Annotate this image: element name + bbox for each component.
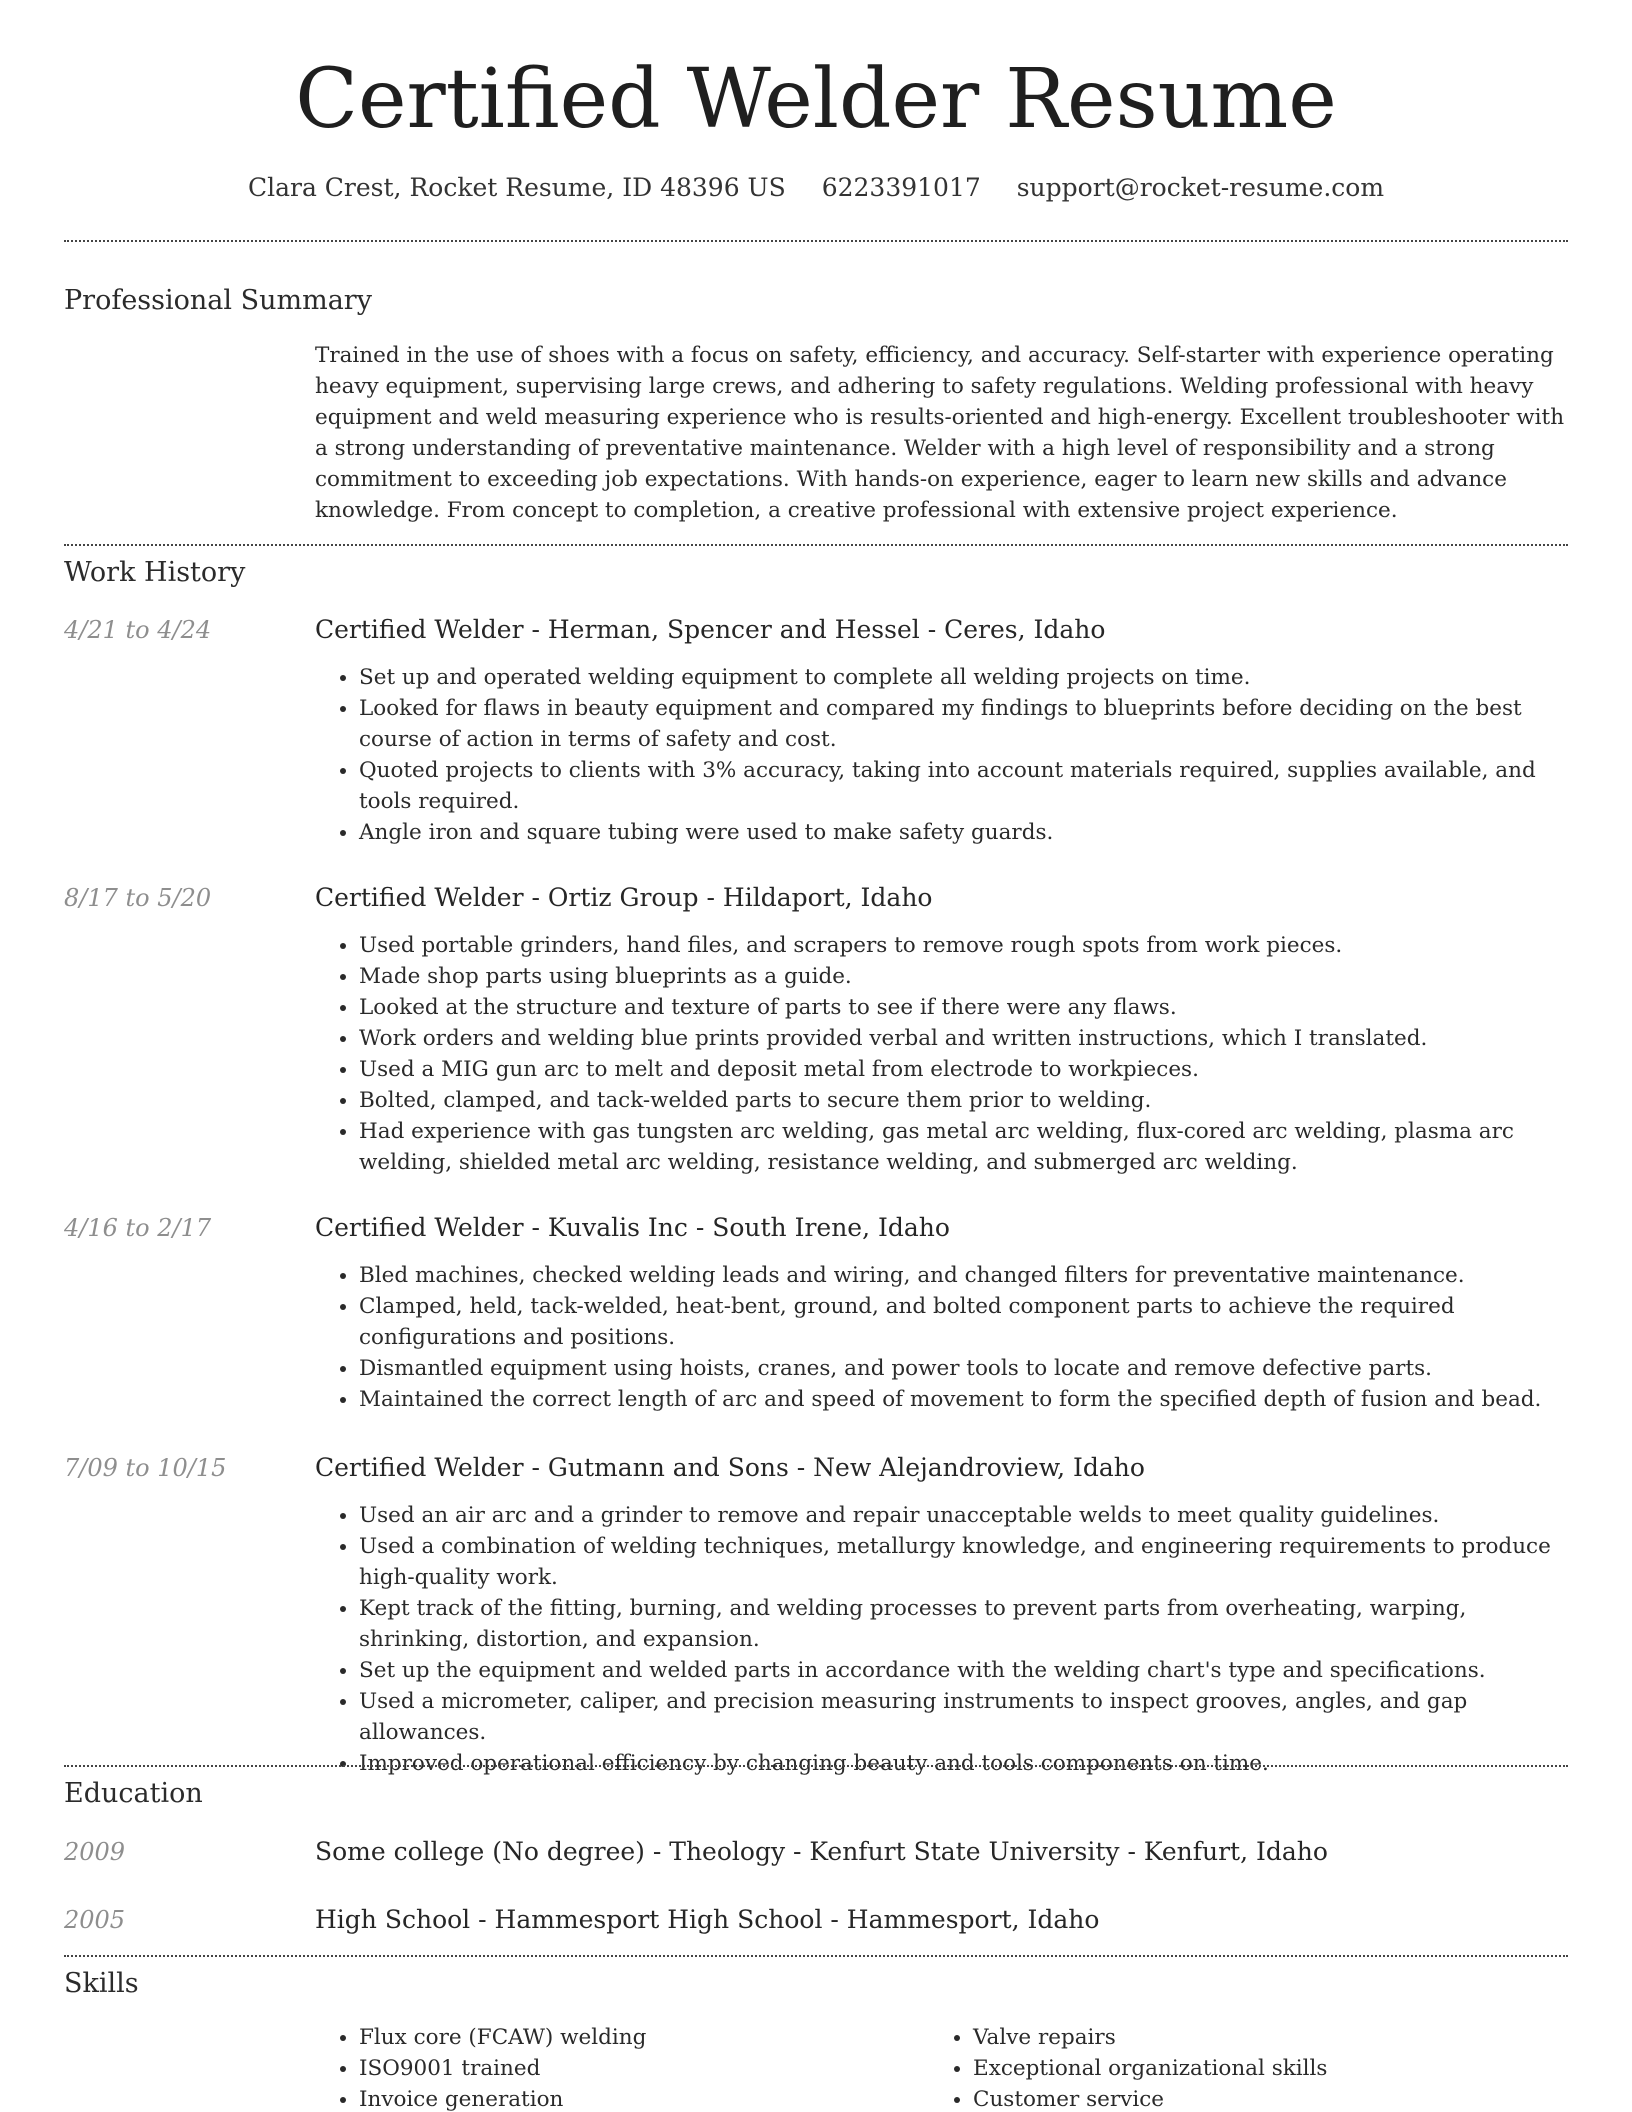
list-item: • Improved operational efficiency by changing beauty and tools components on time. [359, 1748, 1568, 1779]
list-item: • Used an air arc and a grinder to remove and repair unacceptable welds to meet quality guidelines. [359, 1500, 1568, 1531]
list-item: • Bolted, clamped, and tack-welded parts to secure them prior to welding. [359, 1085, 1568, 1116]
skill-item: • Valve repairs [973, 2022, 1533, 2053]
education-entry [64, 1835, 1568, 1875]
section-divider [64, 240, 1568, 242]
skill-item: • Flux core (FCAW) welding [359, 2022, 919, 2053]
job-dates: 4/16 to 2/17 [64, 1214, 212, 1242]
list-item: • Set up and operated welding equipment to complete all welding projects on time. [359, 662, 1568, 693]
contact-address: Clara Crest, Rocket Resume, ID 48396 US [247, 173, 786, 202]
skill-item: • Exceptional organizational skills [973, 2053, 1533, 2084]
section-divider [64, 1955, 1568, 1957]
summary-heading: Professional Summary [64, 285, 372, 316]
job-bullets [359, 1260, 1568, 1415]
list-item: • Set up the equipment and welded parts in accordance with the welding chart's type and specifications. [359, 1655, 1568, 1686]
education-text: Some college (No degree) - Theology - Kenfurt State University - Kenfurt, Idaho [315, 1837, 1328, 1866]
job-dates: 8/17 to 5/20 [64, 884, 212, 912]
work-history-heading: Work History [64, 557, 246, 588]
education-year: 2009 [64, 1838, 126, 1866]
job-title: Certified Welder - Kuvalis Inc - South Irene, Idaho [315, 1213, 950, 1242]
skill-item: • Invoice generation [359, 2084, 919, 2112]
job-title: Certified Welder - Herman, Spencer and Hessel - Ceres, Idaho [315, 615, 1106, 644]
list-item: • Used a micrometer, caliper, and precision measuring instruments to inspect grooves, angles, and gap allowances. [359, 1686, 1568, 1748]
job-dates: 7/09 to 10/15 [64, 1454, 227, 1482]
list-item: • Clamped, held, tack-welded, heat-bent, ground, and bolted component parts to achieve the required configurations and positions. [359, 1291, 1568, 1353]
job-bullets [359, 1500, 1568, 1779]
list-item: • Looked for flaws in beauty equipment and compared my findings to blueprints before deciding on the best course of action in terms of safety and cost. [359, 693, 1568, 755]
resume-title: Certified Welder Resume [295, 52, 1337, 147]
job-bullets [359, 930, 1568, 1178]
list-item: • Angle iron and square tubing were used to make safety guards. [359, 817, 1568, 848]
list-item: • Bled machines, checked welding leads and wiring, and changed filters for preventative maintenance. [359, 1260, 1568, 1291]
education-entry [64, 1903, 1568, 1943]
list-item: • Used portable grinders, hand files, and scrapers to remove rough spots from work pieces. [359, 930, 1568, 961]
contact-email: support@rocket-resume.com [1016, 173, 1385, 202]
skill-item: • Customer service [973, 2084, 1533, 2112]
list-item: • Made shop parts using blueprints as a guide. [359, 961, 1568, 992]
list-item: • Quoted projects to clients with 3% accuracy, taking into account materials required, supplies available, and tools required. [359, 755, 1568, 817]
job-title: Certified Welder - Ortiz Group - Hildaport, Idaho [315, 883, 933, 912]
skill-item: • ISO9001 trained [359, 2053, 919, 2084]
skills-heading: Skills [64, 1968, 139, 1999]
list-item: • Used a combination of welding techniques, metallurgy knowledge, and engineering requirements to produce high-quality work. [359, 1531, 1568, 1593]
contact-line [64, 170, 1568, 206]
section-divider [64, 1765, 1568, 1767]
list-item: • Had experience with gas tungsten arc welding, gas metal arc welding, flux-cored arc welding, plasma arc welding, shielded metal arc welding, resistance welding, and submerged arc welding. [359, 1116, 1568, 1178]
section-divider [64, 544, 1568, 546]
list-item: • Looked at the structure and texture of parts to see if there were any flaws. [359, 992, 1568, 1023]
skills-list-right [973, 2022, 1533, 2112]
list-item: • Dismantled equipment using hoists, cranes, and power tools to locate and remove defective parts. [359, 1353, 1568, 1384]
education-heading: Education [64, 1778, 203, 1809]
education-year: 2005 [64, 1906, 126, 1934]
list-item: • Kept track of the fitting, burning, and welding processes to prevent parts from overheating, warping, shrinking, distortion, and expansion. [359, 1593, 1568, 1655]
list-item: • Used a MIG gun arc to melt and deposit metal from electrode to workpieces. [359, 1054, 1568, 1085]
list-item: • Work orders and welding blue prints provided verbal and written instructions, which I translated. [359, 1023, 1568, 1054]
education-text: High School - Hammesport High School - Hammesport, Idaho [315, 1905, 1100, 1934]
skills-list-left [359, 2022, 919, 2112]
contact-phone: 6223391017 [821, 173, 981, 202]
list-item: • Maintained the correct length of arc and speed of movement to form the specified depth of fusion and bead. [359, 1384, 1568, 1415]
resume-page [64, 0, 1568, 2112]
job-dates: 4/21 to 4/24 [64, 616, 212, 644]
job-title: Certified Welder - Gutmann and Sons - New Alejandroview, Idaho [315, 1453, 1145, 1482]
summary-text: Trained in the use of shoes with a focus on safety, efficiency, and accuracy. Self-starter with experience operating heavy equipment, supervising large crews, and adhering to safety regulations. Welding professional with heavy equipment and weld measuring experience who is results-oriented and high-energy. Excellent troubleshooter with a strong understanding of preventative maintenance. Welder with a high level of responsibility and a strong commitment to exceeding job expectations. With hands-on experience, eager to learn new skills and advance knowledge. From concept to completion, a creative professional with extensive project experience. [315, 343, 1565, 523]
job-bullets [359, 662, 1568, 848]
